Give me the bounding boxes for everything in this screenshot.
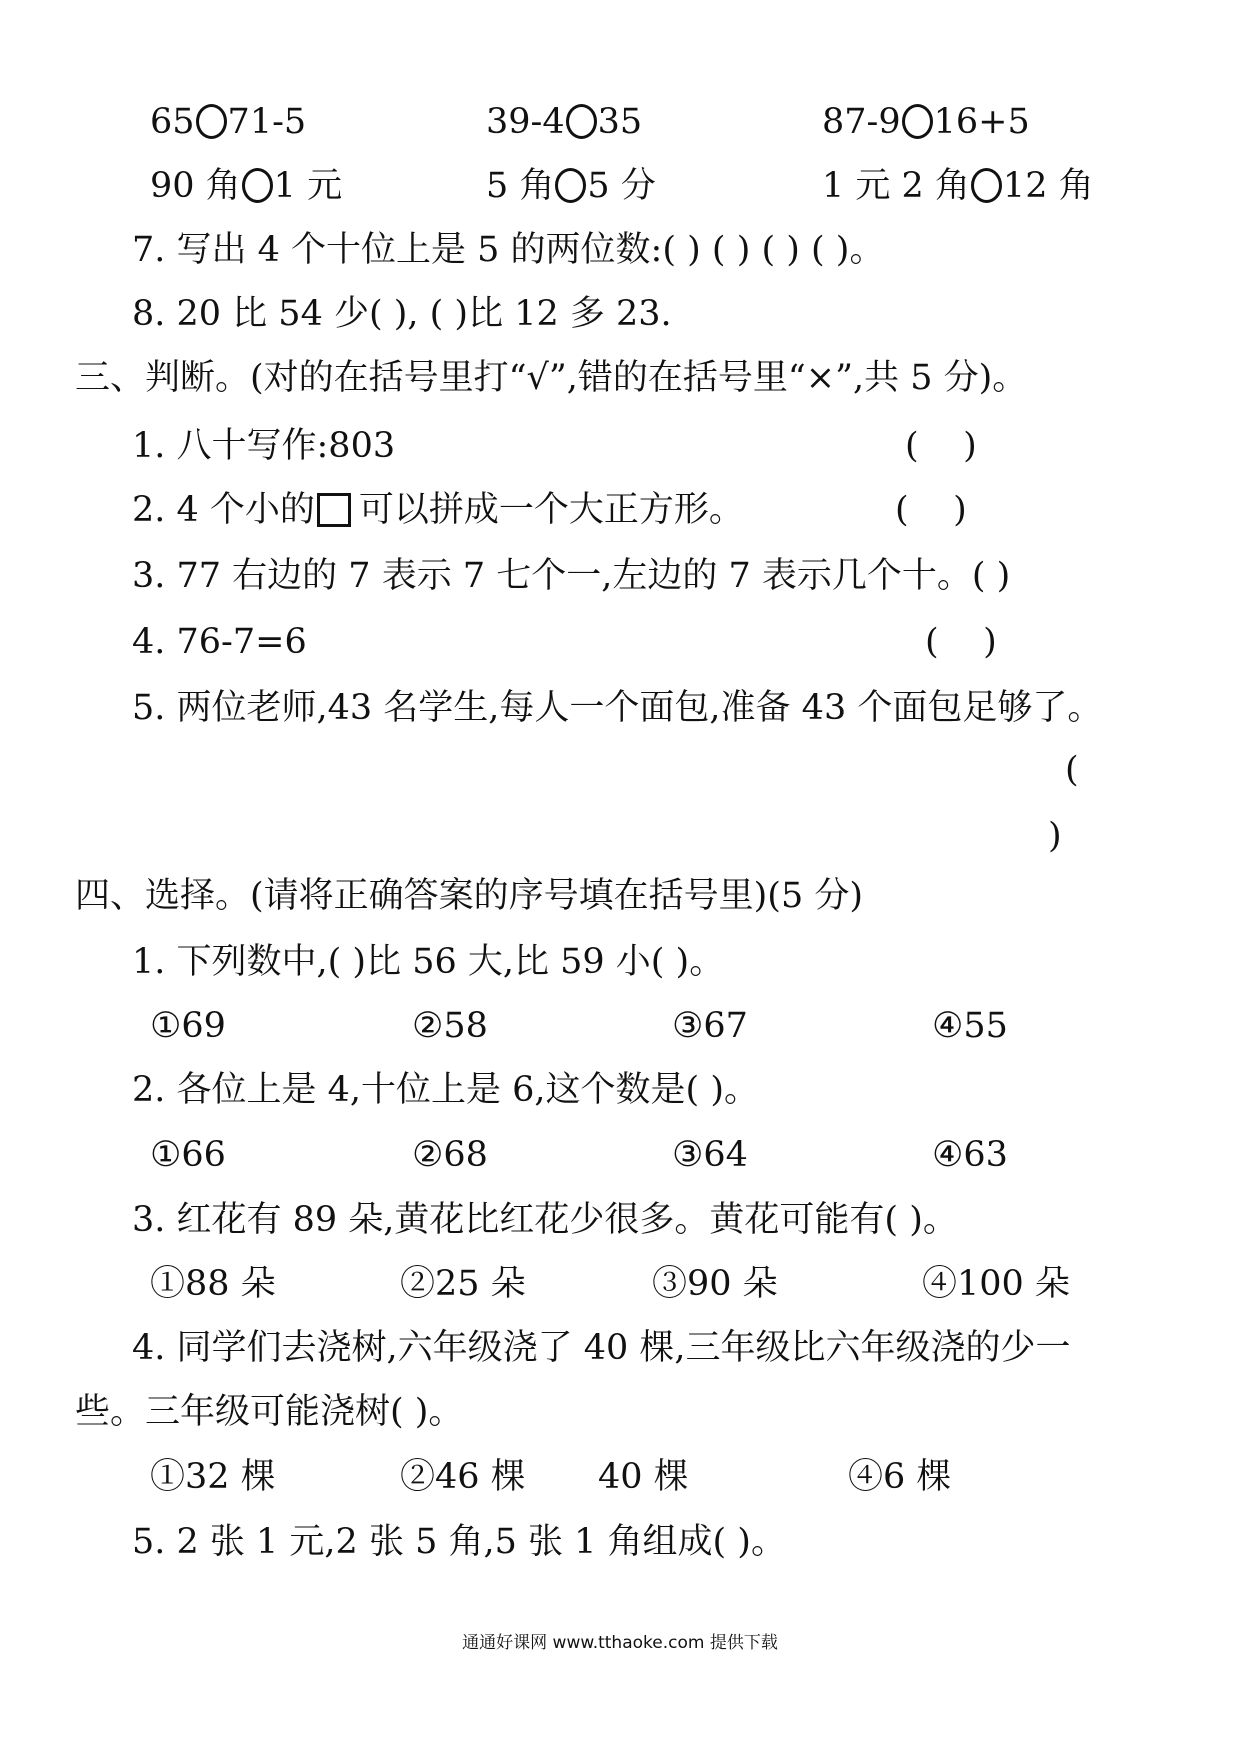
option[interactable]: ③67	[672, 1006, 748, 1046]
answer-paren[interactable]: ( )	[895, 490, 967, 530]
answer-paren-open[interactable]: (	[1065, 750, 1079, 790]
question-7: 7. 写出 4 个十位上是 5 的两位数:( ) ( ) ( ) ( )。	[132, 230, 885, 270]
tf-question-2-text: 2. 4 个小的	[132, 490, 315, 530]
option[interactable]: ①69	[150, 1006, 226, 1046]
section-3-title: 三、判断。(对的在括号里打“√”,错的在括号里“×”,共 5 分)。	[75, 358, 1028, 398]
compare-left: 5 角	[486, 166, 555, 206]
option[interactable]: ③90 朵	[652, 1264, 778, 1304]
compare-left: 65	[150, 102, 195, 142]
mc-question-1: 1. 下列数中,( )比 56 大,比 59 小( )。	[132, 942, 725, 982]
option[interactable]: ②68	[412, 1135, 488, 1175]
compare-item	[150, 164, 342, 208]
option[interactable]: ①66	[150, 1135, 226, 1175]
option[interactable]: ④55	[932, 1006, 1008, 1046]
option[interactable]: ④100 朵	[922, 1264, 1070, 1304]
tf-question-3: 3. 77 右边的 7 表示 7 七个一,左边的 7 表示几个十。( )	[132, 556, 1011, 596]
answer-circle[interactable]	[902, 104, 933, 139]
compare-item	[486, 164, 656, 208]
compare-item	[150, 100, 306, 144]
compare-right: 16+5	[933, 102, 1030, 142]
compare-item	[486, 100, 642, 144]
footer-credit: 通通好课网 www.tthaoke.com 提供下载	[462, 1633, 778, 1653]
mc-question-2: 2. 各位上是 4,十位上是 6,这个数是( )。	[132, 1070, 759, 1110]
option[interactable]: ②46 棵	[400, 1457, 526, 1497]
tf-question-2-text: 可以拼成一个大正方形。	[358, 490, 744, 530]
option[interactable]: ④63	[932, 1135, 1008, 1175]
square-icon	[317, 493, 351, 527]
compare-left: 39-4	[486, 102, 565, 142]
option[interactable]: 40 棵	[598, 1457, 689, 1497]
option[interactable]: ②58	[412, 1006, 488, 1046]
answer-circle[interactable]	[555, 168, 586, 203]
answer-circle[interactable]	[242, 168, 273, 203]
compare-item	[822, 100, 1030, 144]
option[interactable]: ②25 朵	[400, 1264, 526, 1304]
compare-item	[822, 164, 1094, 208]
mc-question-4-line-2: 些。三年级可能浇树( )。	[75, 1392, 464, 1432]
option[interactable]: ④6 棵	[848, 1457, 952, 1497]
section-4-title: 四、选择。(请将正确答案的序号填在括号里)(5 分)	[75, 876, 864, 916]
question-8: 8. 20 比 54 少( ), ( )比 12 多 23.	[132, 294, 672, 334]
compare-right: 5 分	[587, 166, 656, 206]
answer-paren[interactable]: ( )	[925, 622, 997, 662]
mc-question-5: 5. 2 张 1 元,2 张 5 角,5 张 1 角组成( )。	[132, 1522, 786, 1562]
answer-circle[interactable]	[196, 104, 227, 139]
tf-question-2	[132, 488, 744, 532]
tf-question-4: 4. 76-7=6	[132, 622, 307, 662]
answer-paren-close[interactable]: )	[1048, 816, 1062, 856]
option[interactable]: ③64	[672, 1135, 748, 1175]
compare-right: 1 元	[273, 166, 343, 206]
compare-left: 90 角	[150, 166, 241, 206]
tf-question-5: 5. 两位老师,43 名学生,每人一个面包,准备 43 个面包足够了。	[132, 688, 1103, 728]
compare-right: 71-5	[227, 102, 307, 142]
mc-question-4-line-1: 4. 同学们去浇树,六年级浇了 40 棵,三年级比六年级浇的少一	[132, 1328, 1071, 1368]
option[interactable]: ①32 棵	[150, 1457, 276, 1497]
mc-question-3: 3. 红花有 89 朵,黄花比红花少很多。黄花可能有( )。	[132, 1200, 958, 1240]
option[interactable]: ①88 朵	[150, 1264, 276, 1304]
compare-left: 87-9	[822, 102, 901, 142]
compare-left: 1 元 2 角	[822, 166, 970, 206]
compare-right: 12 角	[1002, 166, 1094, 206]
answer-paren[interactable]: ( )	[905, 426, 977, 466]
tf-question-1: 1. 八十写作:803	[132, 426, 396, 466]
answer-circle[interactable]	[566, 104, 597, 139]
answer-circle[interactable]	[971, 168, 1002, 203]
compare-right: 35	[597, 102, 643, 142]
